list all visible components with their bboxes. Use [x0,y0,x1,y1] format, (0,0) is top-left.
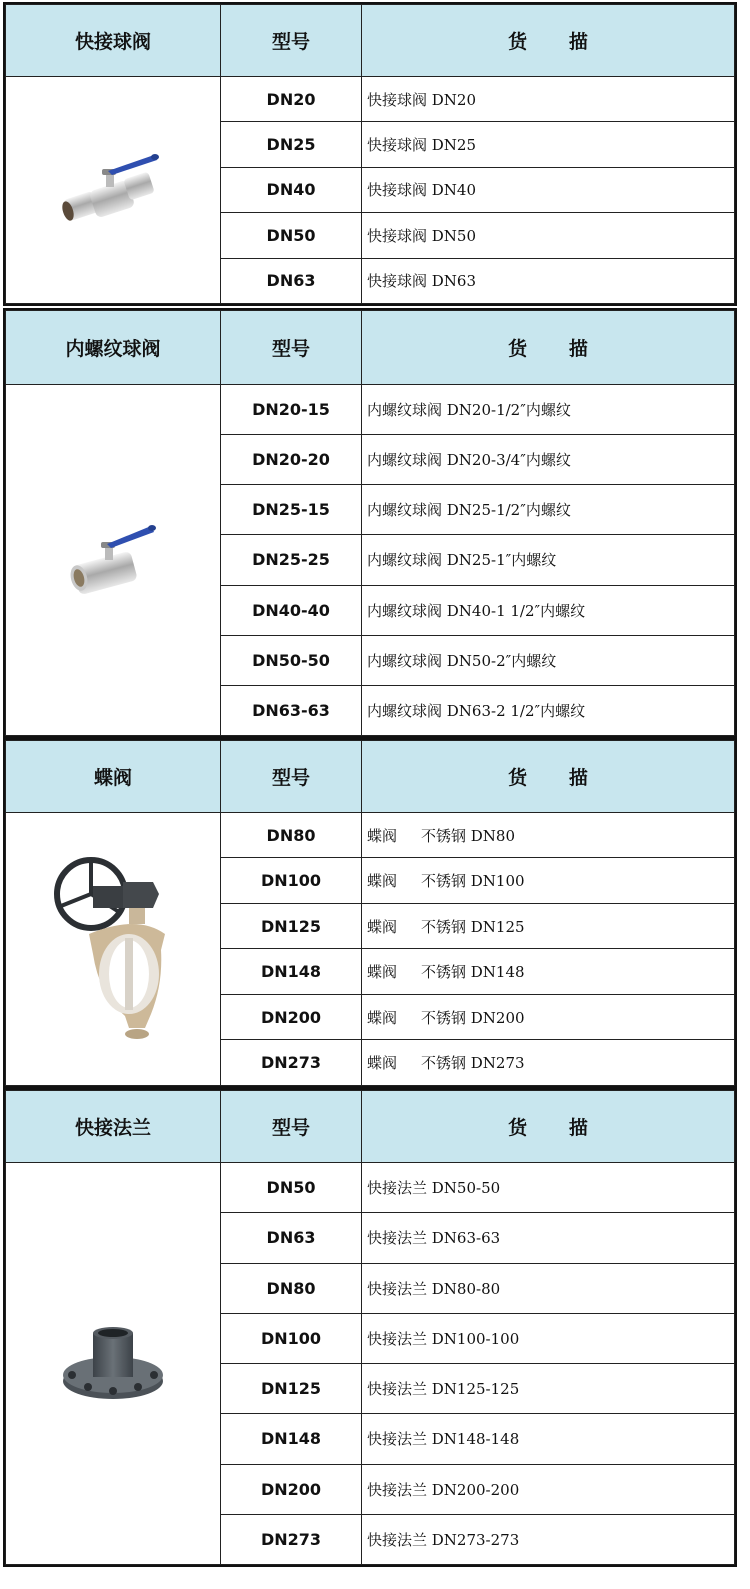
description-cell: 快接法兰 DN63-63 [362,1213,735,1263]
description-cell: 蝶阀 不锈钢 DN80 [362,813,735,858]
section-title: 内螺纹球阀 [6,311,221,385]
section-quick-flange [3,1088,737,1567]
thread-ball-valve-icon [63,520,163,600]
model-cell: DN20 [221,77,362,122]
description-cell: 快接法兰 DN200-200 [362,1464,735,1514]
description-cell: 快接球阀 DN40 [362,167,735,212]
section-butterfly-valve [3,738,737,1088]
model-header: 型号 [221,1091,362,1163]
description-cell: 蝶阀 不锈钢 DN125 [362,903,735,948]
model-cell: DN200 [221,1464,362,1514]
model-cell: DN25-25 [221,535,362,585]
butterfly-valve-icon [53,854,173,1044]
description-cell: 快接球阀 DN63 [362,258,735,303]
description-cell: 快接法兰 DN125-125 [362,1364,735,1414]
description-header: 货 描 [362,741,735,813]
model-cell: DN273 [221,1040,362,1086]
product-image-butterfly-valve [6,813,221,1086]
model-cell: DN25-15 [221,485,362,535]
description-cell: 内螺纹球阀 DN20-1/2″内螺纹 [362,385,735,435]
model-cell: DN100 [221,1313,362,1363]
section-title: 快接法兰 [6,1091,221,1163]
section-quick-ball-valve [3,2,737,306]
model-cell: DN25 [221,122,362,167]
description-cell: 内螺纹球阀 DN63-2 1/2″内螺纹 [362,685,735,735]
model-cell: DN125 [221,903,362,948]
description-cell: 蝶阀 不锈钢 DN200 [362,994,735,1039]
model-cell: DN63-63 [221,685,362,735]
description-header: 货 描 [362,1091,735,1163]
description-cell: 蝶阀 不锈钢 DN100 [362,858,735,903]
product-image-flange [6,1163,221,1565]
description-cell: 内螺纹球阀 DN25-1/2″内螺纹 [362,485,735,535]
model-cell: DN200 [221,994,362,1039]
model-cell: DN148 [221,949,362,994]
ball-valve-icon [58,145,168,235]
description-cell: 快接法兰 DN148-148 [362,1414,735,1464]
model-cell: DN20-15 [221,385,362,435]
description-header: 货 描 [362,311,735,385]
product-image-ball-valve [6,77,221,304]
model-cell: DN40 [221,167,362,212]
description-cell: 快接法兰 DN100-100 [362,1313,735,1363]
description-cell: 快接法兰 DN50-50 [362,1163,735,1213]
model-cell: DN100 [221,858,362,903]
description-cell: 快接球阀 DN50 [362,213,735,258]
description-header: 货 描 [362,5,735,77]
model-cell: DN20-20 [221,435,362,485]
model-cell: DN80 [221,813,362,858]
section-title: 蝶阀 [6,741,221,813]
description-cell: 快接法兰 DN273-273 [362,1514,735,1564]
model-cell: DN50 [221,1163,362,1213]
model-cell: DN63 [221,258,362,303]
description-cell: 快接球阀 DN25 [362,122,735,167]
model-cell: DN273 [221,1514,362,1564]
model-cell: DN50-50 [221,635,362,685]
model-cell: DN148 [221,1414,362,1464]
model-cell: DN80 [221,1263,362,1313]
product-image-thread-ball-valve [6,385,221,736]
description-cell: 内螺纹球阀 DN25-1″内螺纹 [362,535,735,585]
description-cell: 蝶阀 不锈钢 DN148 [362,949,735,994]
model-cell: DN40-40 [221,585,362,635]
model-header: 型号 [221,5,362,77]
model-cell: DN125 [221,1364,362,1414]
section-female-thread-ball-valve [3,308,737,738]
model-header: 型号 [221,311,362,385]
model-cell: DN50 [221,213,362,258]
section-title: 快接球阀 [6,5,221,77]
description-cell: 蝶阀 不锈钢 DN273 [362,1040,735,1086]
flange-icon [58,1319,168,1409]
description-cell: 内螺纹球阀 DN40-1 1/2″内螺纹 [362,585,735,635]
model-cell: DN63 [221,1213,362,1263]
description-cell: 内螺纹球阀 DN20-3/4″内螺纹 [362,435,735,485]
description-cell: 快接球阀 DN20 [362,77,735,122]
description-cell: 快接法兰 DN80-80 [362,1263,735,1313]
description-cell: 内螺纹球阀 DN50-2″内螺纹 [362,635,735,685]
model-header: 型号 [221,741,362,813]
